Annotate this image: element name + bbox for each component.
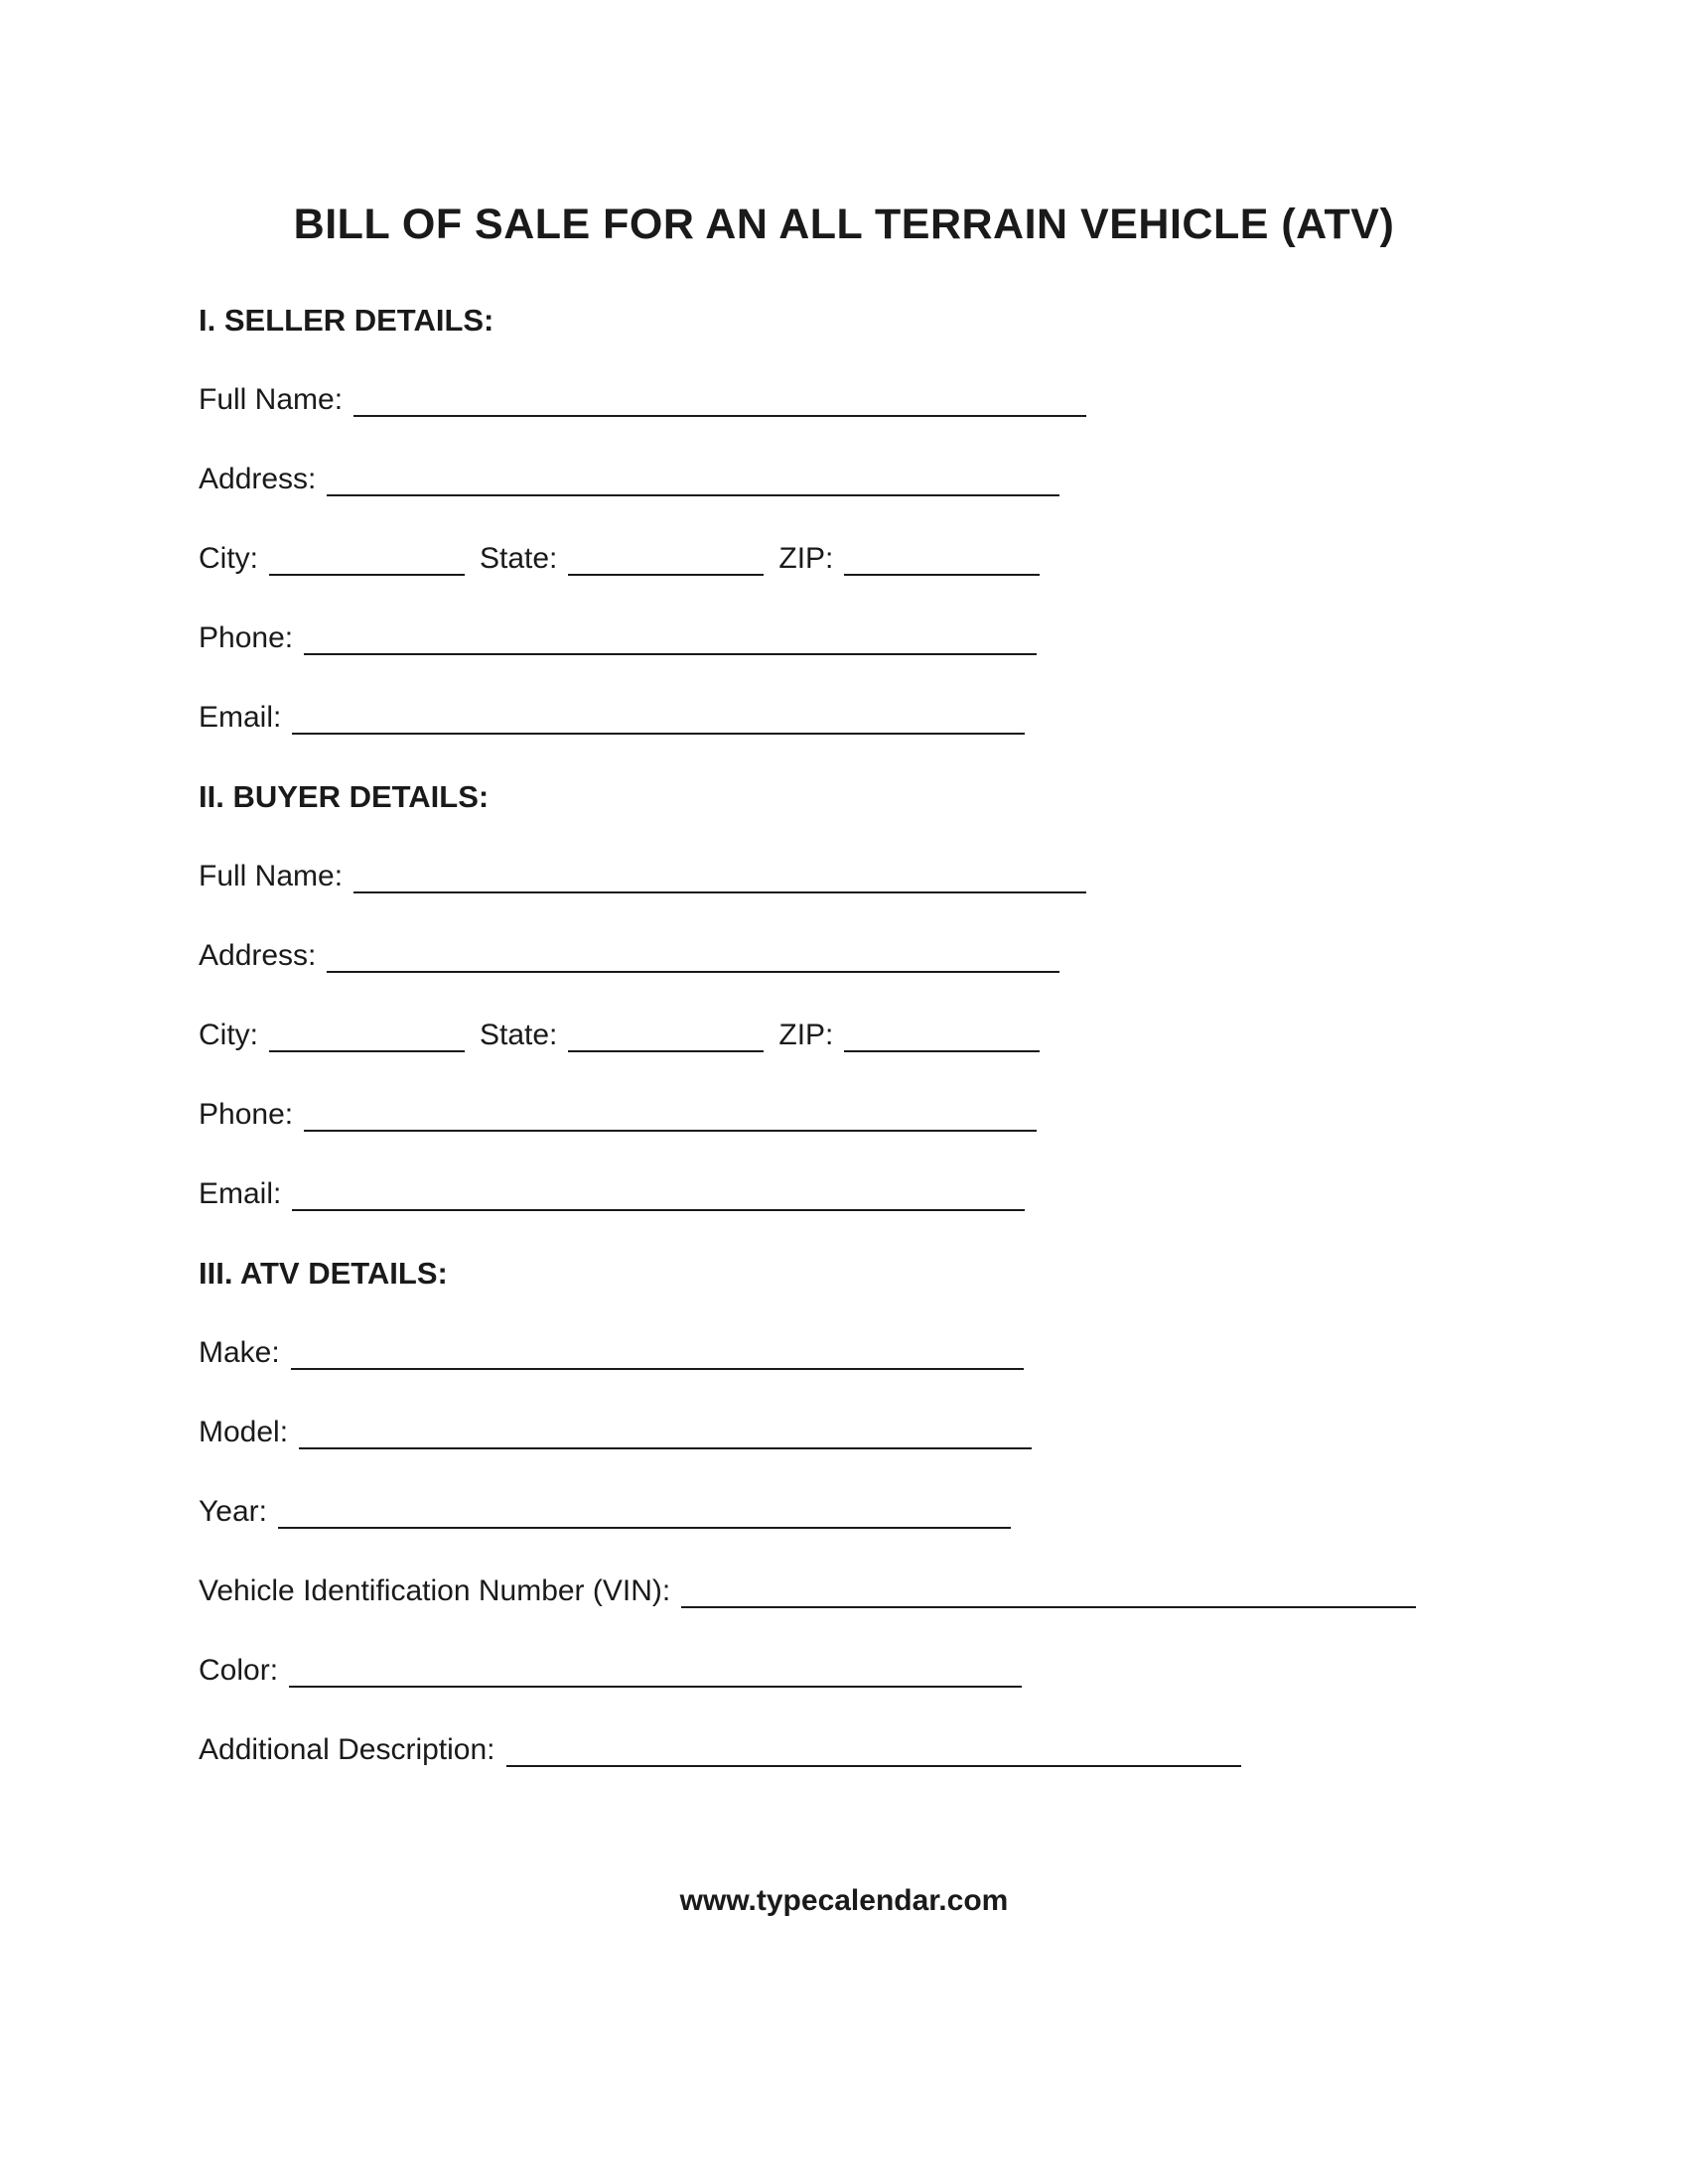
- buyer-email-label: Email:: [199, 1176, 282, 1210]
- seller-section: [199, 258, 1688, 735]
- atv-vin-label: Vehicle Identification Number (VIN):: [199, 1573, 671, 1607]
- seller-phone-label: Phone:: [199, 620, 294, 654]
- atv-make-field: [199, 1336, 1024, 1371]
- atv-year-label: Year:: [199, 1494, 267, 1528]
- field-row: [199, 576, 1688, 655]
- atv-make-blank: [291, 1364, 1024, 1370]
- buyer-address-field: [199, 939, 1059, 974]
- seller-full-name-field: [199, 383, 1086, 418]
- seller-zip-field: [778, 542, 1040, 577]
- field-row: [199, 1370, 1688, 1449]
- atv-additional-description-field: [199, 1733, 1241, 1768]
- seller-section-heading: I. SELLER DETAILS:: [199, 302, 494, 338]
- field-row: [199, 1449, 1688, 1529]
- form-content: [199, 258, 1688, 1767]
- field-row: [199, 814, 1688, 893]
- seller-phone-field: [199, 621, 1037, 656]
- buyer-phone-blank: [304, 1126, 1037, 1132]
- buyer-email-field: [199, 1177, 1025, 1212]
- buyer-full-name-field: [199, 860, 1086, 894]
- seller-zip-blank: [844, 570, 1040, 576]
- field-row: [199, 1688, 1688, 1767]
- atv-make-label: Make:: [199, 1335, 280, 1369]
- field-row: [199, 1529, 1688, 1608]
- buyer-address-blank: [327, 967, 1059, 973]
- field-row: [199, 893, 1688, 973]
- seller-email-field: [199, 701, 1025, 736]
- seller-address-blank: [327, 490, 1059, 496]
- buyer-phone-field: [199, 1098, 1037, 1133]
- seller-address-label: Address:: [199, 462, 317, 495]
- atv-model-blank: [299, 1443, 1032, 1449]
- buyer-zip-blank: [844, 1046, 1040, 1052]
- buyer-full-name-blank: [353, 887, 1086, 893]
- buyer-state-blank: [568, 1046, 764, 1052]
- atv-color-blank: [289, 1682, 1022, 1688]
- seller-email-label: Email:: [199, 700, 282, 734]
- atv-year-field: [199, 1495, 1011, 1530]
- seller-phone-blank: [304, 649, 1037, 655]
- field-row: [199, 496, 1688, 576]
- atv-vin-field: [199, 1574, 1416, 1609]
- field-row: [199, 1291, 1688, 1370]
- field-row: [199, 338, 1688, 417]
- atv-model-label: Model:: [199, 1415, 289, 1448]
- atv-vin-blank: [681, 1602, 1416, 1608]
- buyer-email-blank: [292, 1205, 1025, 1211]
- seller-state-field: [480, 542, 764, 577]
- buyer-phone-label: Phone:: [199, 1097, 294, 1131]
- seller-address-field: [199, 463, 1059, 497]
- field-row: [199, 1608, 1688, 1688]
- buyer-city-label: City:: [199, 1018, 258, 1051]
- section-heading-row: [199, 1211, 1688, 1291]
- atv-additional-description-blank: [506, 1761, 1241, 1767]
- buyer-state-label: State:: [480, 1018, 558, 1051]
- seller-city-blank: [269, 570, 465, 576]
- field-row: [199, 1052, 1688, 1132]
- field-row: [199, 417, 1688, 496]
- field-row: [199, 655, 1688, 735]
- atv-year-blank: [278, 1523, 1011, 1529]
- buyer-address-label: Address:: [199, 938, 317, 972]
- buyer-state-field: [480, 1019, 764, 1053]
- buyer-city-field: [199, 1019, 465, 1053]
- document-title: BILL OF SALE FOR AN ALL TERRAIN VEHICLE (ATV): [293, 201, 1395, 248]
- buyer-zip-field: [778, 1019, 1040, 1053]
- buyer-full-name-label: Full Name:: [199, 859, 344, 892]
- buyer-city-blank: [269, 1046, 465, 1052]
- atv-additional-description-label: Additional Description:: [199, 1732, 495, 1766]
- section-heading-row: [199, 735, 1688, 814]
- seller-full-name-blank: [353, 411, 1086, 417]
- atv-color-field: [199, 1654, 1022, 1689]
- atv-color-label: Color:: [199, 1653, 279, 1687]
- footer-website-text: www.typecalendar.com: [679, 1884, 1009, 1918]
- buyer-section: [199, 735, 1688, 1211]
- atv-section-heading: III. ATV DETAILS:: [199, 1255, 448, 1291]
- seller-city-label: City:: [199, 541, 258, 575]
- seller-state-blank: [568, 570, 764, 576]
- buyer-zip-label: ZIP:: [778, 1018, 834, 1051]
- atv-section: [199, 1211, 1688, 1767]
- seller-full-name-label: Full Name:: [199, 382, 344, 416]
- seller-state-label: State:: [480, 541, 558, 575]
- field-row: [199, 1132, 1688, 1211]
- seller-zip-label: ZIP:: [778, 541, 834, 575]
- seller-city-field: [199, 542, 465, 577]
- field-row: [199, 973, 1688, 1052]
- atv-model-field: [199, 1416, 1032, 1450]
- seller-email-blank: [292, 729, 1025, 735]
- buyer-section-heading: II. BUYER DETAILS:: [199, 778, 490, 814]
- section-heading-row: [199, 258, 1688, 338]
